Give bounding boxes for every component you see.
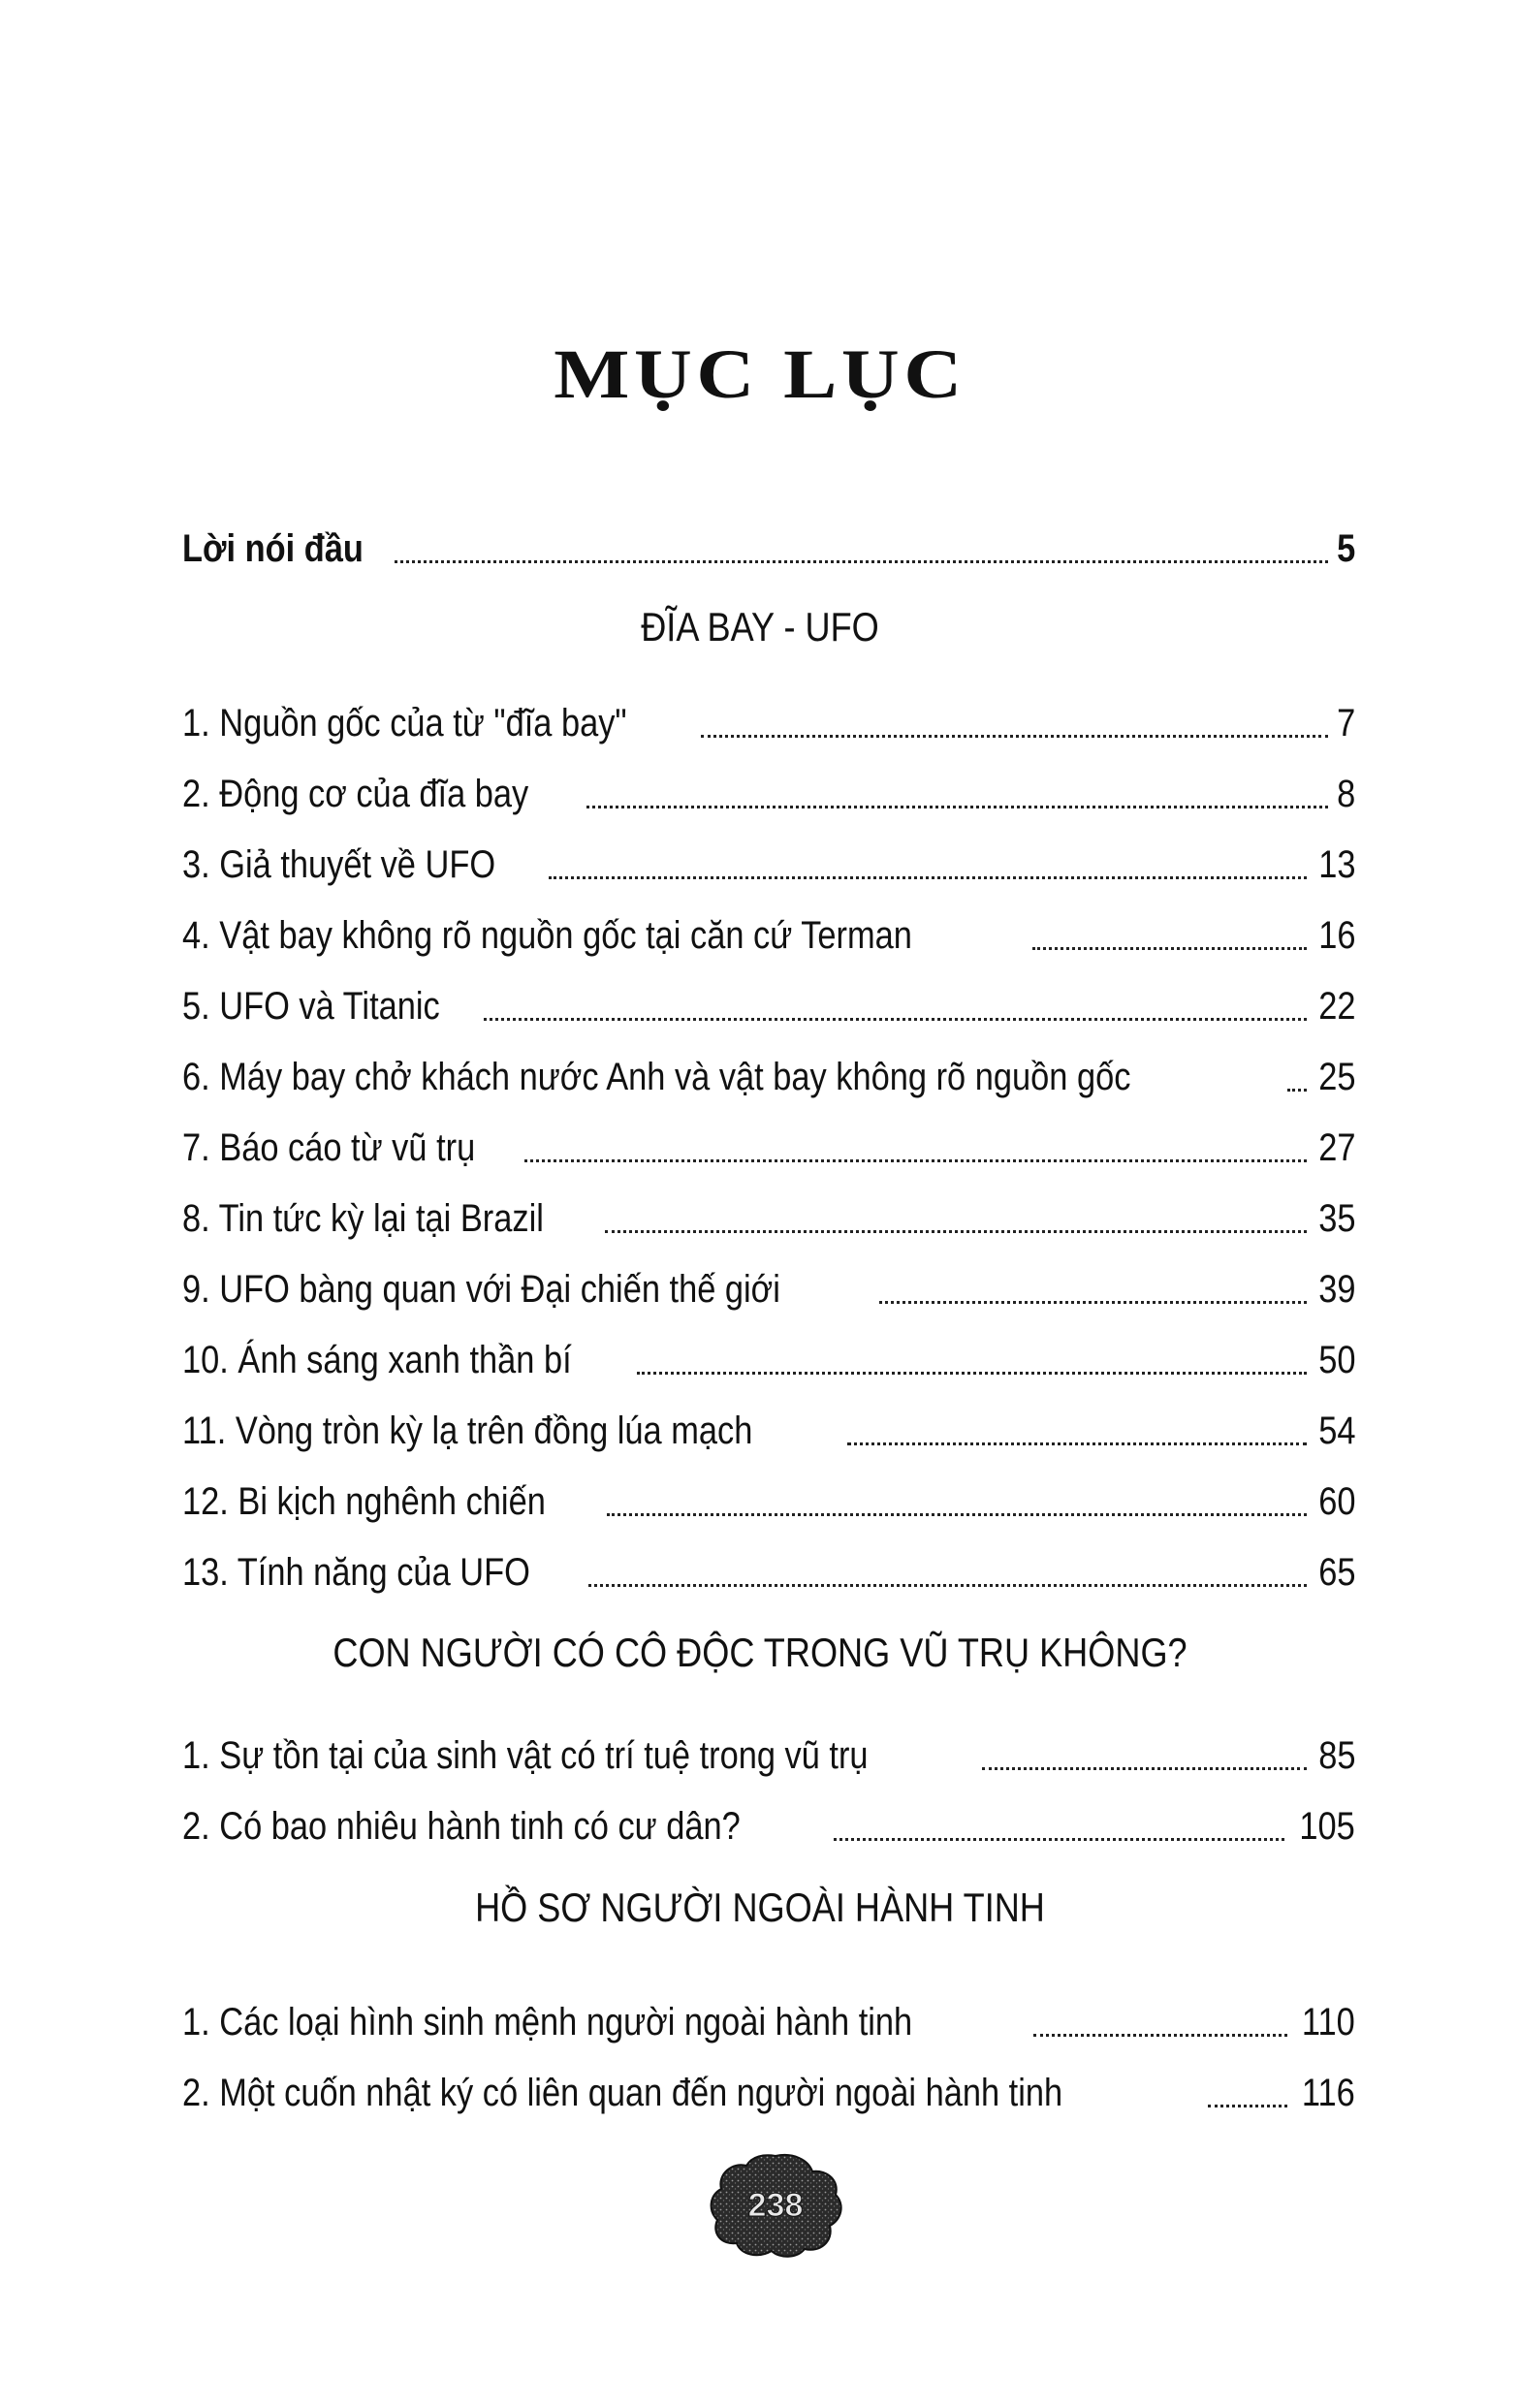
toc-entry-page: 25 xyxy=(1317,1056,1355,1098)
toc-entry-label: 9. UFO bàng quan với Đại chiến thế giới xyxy=(182,1268,780,1311)
toc-entry[interactable] xyxy=(182,1254,1355,1313)
toc-entry-page: 13 xyxy=(1317,843,1355,886)
toc-entry-label: 6. Máy bay chở khách nước Anh và vật bay không rõ nguồn gốc xyxy=(182,1056,1131,1098)
toc-entry-page: 7 xyxy=(1336,702,1355,745)
dot-leader xyxy=(637,1372,1306,1375)
dot-leader xyxy=(879,1301,1306,1304)
toc-entry-label: 2. Động cơ của đĩa bay xyxy=(182,773,529,815)
toc-entry-page: 65 xyxy=(1317,1551,1355,1594)
toc-entry-page: 27 xyxy=(1317,1126,1355,1169)
toc-entry[interactable] xyxy=(182,1721,1355,1779)
dot-leader xyxy=(1033,2034,1287,2037)
toc-entry-page: 16 xyxy=(1317,914,1355,957)
toc-entry[interactable] xyxy=(182,1113,1355,1171)
section-heading: CON NGƯỜI CÓ CÔ ĐỘC TRONG VŨ TRỤ KHÔNG? xyxy=(332,1630,1188,1675)
toc-entry-label: 13. Tính năng của UFO xyxy=(182,1551,530,1594)
toc-entry[interactable] xyxy=(182,1791,1355,1850)
dot-leader xyxy=(1032,947,1306,950)
toc-entry-page: 35 xyxy=(1317,1197,1355,1240)
toc-entry-label: 12. Bi kịch nghênh chiến xyxy=(182,1480,546,1523)
toc-entry-label: 7. Báo cáo từ vũ trụ xyxy=(182,1126,476,1169)
toc-entry-page: 8 xyxy=(1336,773,1355,815)
section-heading: HỒ SƠ NGƯỜI NGOÀI HÀNH TINH xyxy=(475,1885,1045,1930)
dot-leader xyxy=(607,1513,1307,1516)
toc-entry-label: 10. Ánh sáng xanh thần bí xyxy=(182,1339,572,1381)
toc-entry[interactable] xyxy=(182,971,1355,1030)
dot-leader xyxy=(847,1442,1306,1445)
toc-entry-label: 5. UFO và Titanic xyxy=(182,985,440,1028)
toc-entry-label: 11. Vòng tròn kỳ lạ trên đồng lúa mạch xyxy=(182,1410,753,1452)
section-heading: ĐĨA BAY - UFO xyxy=(641,604,879,650)
toc-entry-page: 39 xyxy=(1317,1268,1355,1311)
dot-leader xyxy=(1208,2105,1287,2107)
toc-entry-page: 116 xyxy=(1302,2072,1355,2114)
toc-entry-page: 5 xyxy=(1336,527,1355,570)
page-title: MỤC LỤC xyxy=(554,335,966,413)
toc-entry-intro[interactable] xyxy=(182,514,1355,572)
toc-entry[interactable] xyxy=(182,1325,1355,1383)
toc-entry-page: 110 xyxy=(1302,2001,1355,2044)
toc-entry-label: Lời nói đầu xyxy=(182,527,364,570)
toc-entry-label: 2. Có bao nhiêu hành tinh có cư dân? xyxy=(182,1805,741,1848)
toc-entry-label: 8. Tin tức kỳ lại tại Brazil xyxy=(182,1197,544,1240)
toc-entry[interactable] xyxy=(182,1042,1355,1100)
toc-entry-page: 105 xyxy=(1299,1805,1355,1848)
dot-leader xyxy=(1287,1089,1307,1092)
dot-leader xyxy=(834,1838,1285,1841)
dot-leader xyxy=(484,1018,1307,1021)
page-number-badge xyxy=(708,2150,843,2259)
toc-entry-page: 22 xyxy=(1317,985,1355,1028)
toc-entry[interactable] xyxy=(182,688,1355,746)
dot-leader xyxy=(982,1767,1307,1770)
toc-entry[interactable] xyxy=(182,830,1355,888)
toc-entry[interactable] xyxy=(182,1467,1355,1525)
dot-leader xyxy=(701,735,1327,738)
toc-entry-label: 3. Giả thuyết về UFO xyxy=(182,843,496,886)
toc-entry-label: 1. Nguồn gốc của từ "đĩa bay" xyxy=(182,702,627,745)
toc-entry[interactable] xyxy=(182,1537,1355,1596)
toc-entry-label: 1. Sự tồn tại của sinh vật có trí tuệ trong vũ trụ xyxy=(182,1734,869,1777)
toc-entry-page: 85 xyxy=(1317,1734,1355,1777)
dot-leader xyxy=(586,806,1327,808)
toc-entry-label: 2. Một cuốn nhật ký có liên quan đến người ngoài hành tinh xyxy=(182,2072,1063,2114)
toc-entry[interactable] xyxy=(182,759,1355,817)
toc-entry-label: 4. Vật bay không rõ nguồn gốc tại căn cứ Terman xyxy=(182,914,912,957)
page-number: 238 xyxy=(747,2187,804,2224)
dot-leader xyxy=(605,1230,1307,1233)
toc-entry[interactable] xyxy=(182,1184,1355,1242)
toc-entry[interactable] xyxy=(182,2058,1355,2116)
dot-leader xyxy=(524,1159,1306,1162)
toc-entry[interactable] xyxy=(182,1396,1355,1454)
toc-entry-page: 54 xyxy=(1317,1410,1355,1452)
flower-badge-icon xyxy=(708,2150,843,2259)
toc-entry[interactable] xyxy=(182,901,1355,959)
dot-leader xyxy=(395,560,1327,563)
toc-entry-page: 60 xyxy=(1317,1480,1355,1523)
toc-entry[interactable] xyxy=(182,1987,1355,2045)
toc-entry-label: 1. Các loại hình sinh mệnh người ngoài hành tinh xyxy=(182,2001,913,2044)
toc-entry-page: 50 xyxy=(1317,1339,1355,1381)
dot-leader xyxy=(588,1584,1306,1587)
dot-leader xyxy=(549,876,1307,879)
